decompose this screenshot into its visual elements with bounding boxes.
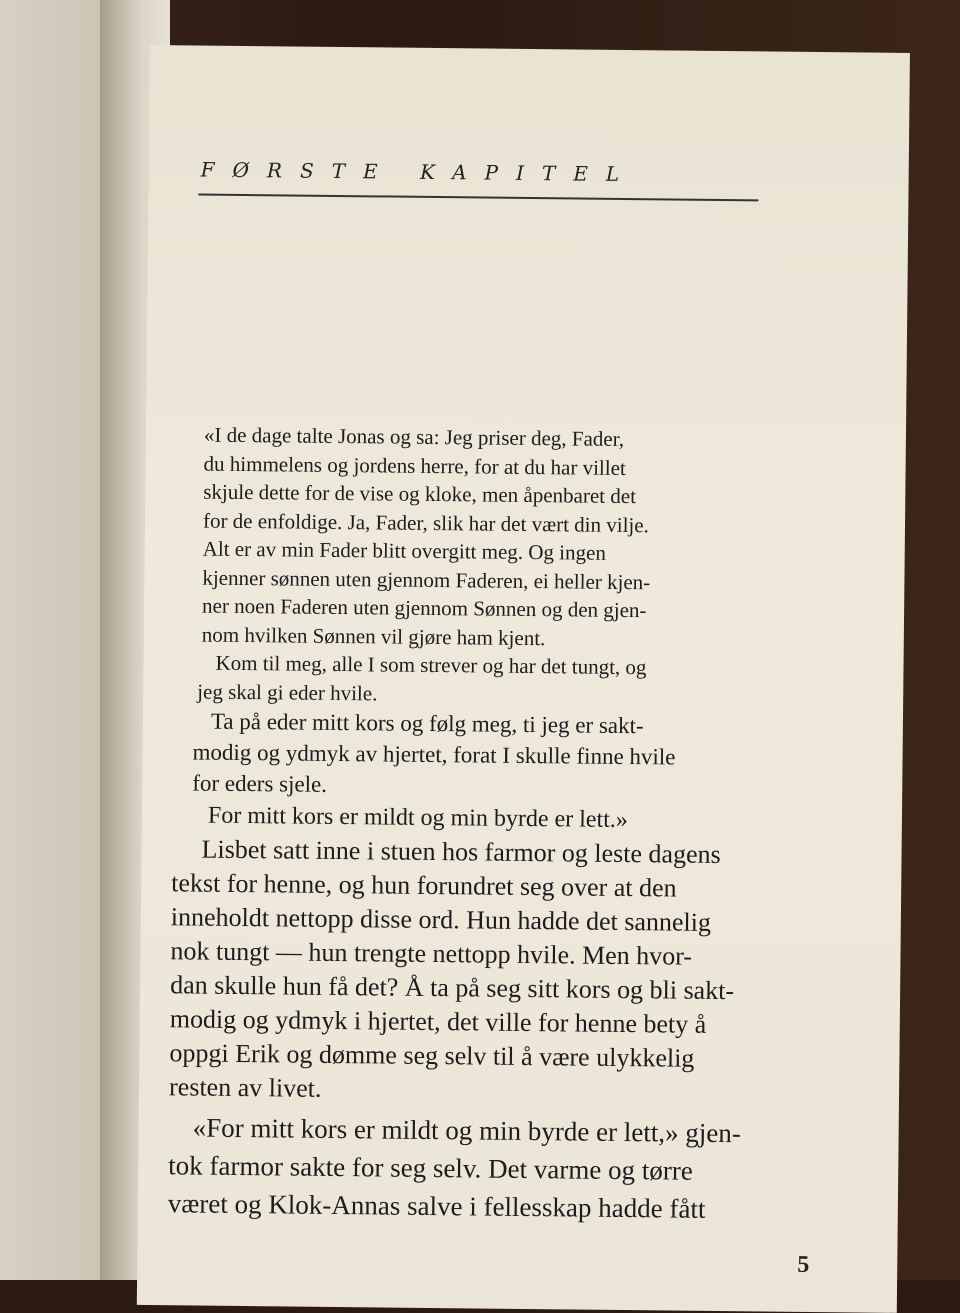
text-line: dan skulle hun få det? Å ta på seg sitt kors og bli sakt- — [170, 970, 735, 1006]
paragraph — [168, 1108, 829, 1229]
text-line: Ta på eder mitt kors og følg meg, ti jeg er sakt- — [210, 708, 644, 739]
text-line: været og Klok-Annas salve i fellesskap hadde fått — [167, 1188, 706, 1224]
text-line: skjule dette for de vise og kloke, men åpenbaret det — [203, 479, 637, 509]
chapter-heading: FØRSTE KAPITEL — [200, 157, 638, 187]
text-line: oppgi Erik og dømme seg selv til å være ulykkelig — [169, 1038, 695, 1073]
text-line: tekst for henne, og hun forundret seg over at den — [171, 868, 677, 903]
text-line: ner noen Faderen uten gjennom Sønnen og den gjen- — [202, 593, 647, 623]
text-line: kjenner sønnen uten gjennom Faderen, ei heller kjen- — [202, 565, 651, 594]
text-line: resten av livet. — [168, 1072, 322, 1103]
text-line: «I de dage talte Jonas og sa: Jeg priser deg, Fader, — [203, 422, 625, 451]
text-line: modig og ydmyk i hjertet, det ville for henne bety å — [169, 1004, 707, 1039]
text-line: Kom til meg, alle I som strever og har det tungt, og — [215, 650, 647, 680]
text-line: inneholdt nettopp disse ord. Hun hadde det sannelig — [170, 902, 712, 937]
text-line: Lisbet satt inne i stuen hos farmor og leste dagens — [201, 834, 721, 870]
book-page — [137, 45, 910, 1313]
text-line: nok tungt — hun trengte nettopp hvile. Men hvor- — [170, 936, 693, 971]
paragraph — [173, 648, 834, 712]
text-line: Alt er av min Fader blitt overgitt meg. Og ingen — [202, 536, 607, 565]
text-line: du himmelens og jordens herre, for at du har villet — [203, 451, 626, 480]
heading-rule — [198, 194, 758, 202]
paragraph — [174, 420, 836, 655]
text-line: «For mitt kors er mildt og min byrde er lett,» gjen- — [192, 1112, 741, 1149]
text-line: for eders sjele. — [192, 770, 328, 797]
text-line: jeg skal gi eder hvile. — [197, 679, 378, 705]
text-line: for de enfoldige. Ja, Fader, slik har det vært din vilje. — [202, 508, 650, 537]
page-number: 5 — [797, 1251, 810, 1278]
body-text — [168, 420, 836, 1229]
paragraph — [169, 832, 832, 1111]
text-line: For mitt kors er mildt og min byrde er lett.» — [207, 802, 628, 834]
text-line: nom hvilken Sønnen vil gjøre ham kjent. — [201, 622, 546, 650]
text-line: modig og ydmyk av hjertet, forat I skulle finne hvile — [192, 739, 676, 770]
text-line: tok farmor sakte for seg selv. Det varme og tørre — [168, 1150, 693, 1186]
paragraph — [172, 705, 833, 805]
